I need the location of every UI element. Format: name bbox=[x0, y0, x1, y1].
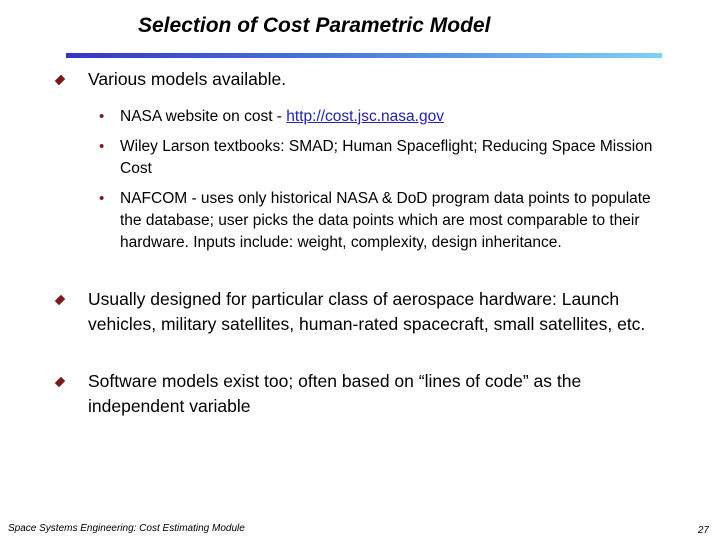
sub-bullet-text: NAFCOM - uses only historical NASA & DoD program data points to populate the database; user picks the data points which are most comparable to their hardware. Inputs include: weight, complexity, design inheritance. bbox=[120, 190, 651, 251]
bullet-item bbox=[64, 67, 664, 92]
slide-title: Selection of Cost Parametric Model bbox=[138, 14, 491, 37]
sub-bullet-item bbox=[99, 188, 659, 254]
footer-course-title: Space Systems Engineering: Cost Estimating Module bbox=[8, 523, 245, 534]
dot-bullet-icon: • bbox=[99, 190, 105, 207]
bullet-item bbox=[64, 287, 664, 337]
dot-bullet-icon: • bbox=[99, 108, 105, 125]
sub-bullet-item bbox=[99, 106, 659, 128]
dot-bullet-icon: • bbox=[99, 138, 105, 155]
bullet-text: Various models available. bbox=[88, 69, 287, 89]
bullet-text: Usually designed for particular class of aerospace hardware: Launch vehicles, military satellites, human-rated spacecraft, small satellites, etc. bbox=[88, 289, 646, 334]
sub-bullet-item bbox=[99, 136, 659, 180]
nasa-cost-link[interactable]: http://cost.jsc.nasa.gov bbox=[286, 108, 444, 125]
sub-bullet-text: NASA website on cost - http://cost.jsc.nasa.gov bbox=[120, 108, 444, 125]
sub-bullet-text: Wiley Larson textbooks: SMAD; Human Spaceflight; Reducing Space Mission Cost bbox=[120, 138, 653, 177]
title-underline-rule bbox=[66, 53, 662, 58]
page-number: 27 bbox=[697, 525, 709, 536]
bullet-item bbox=[64, 369, 664, 419]
bullet-text: Software models exist too; often based on “lines of code” as the independent variable bbox=[88, 371, 582, 416]
